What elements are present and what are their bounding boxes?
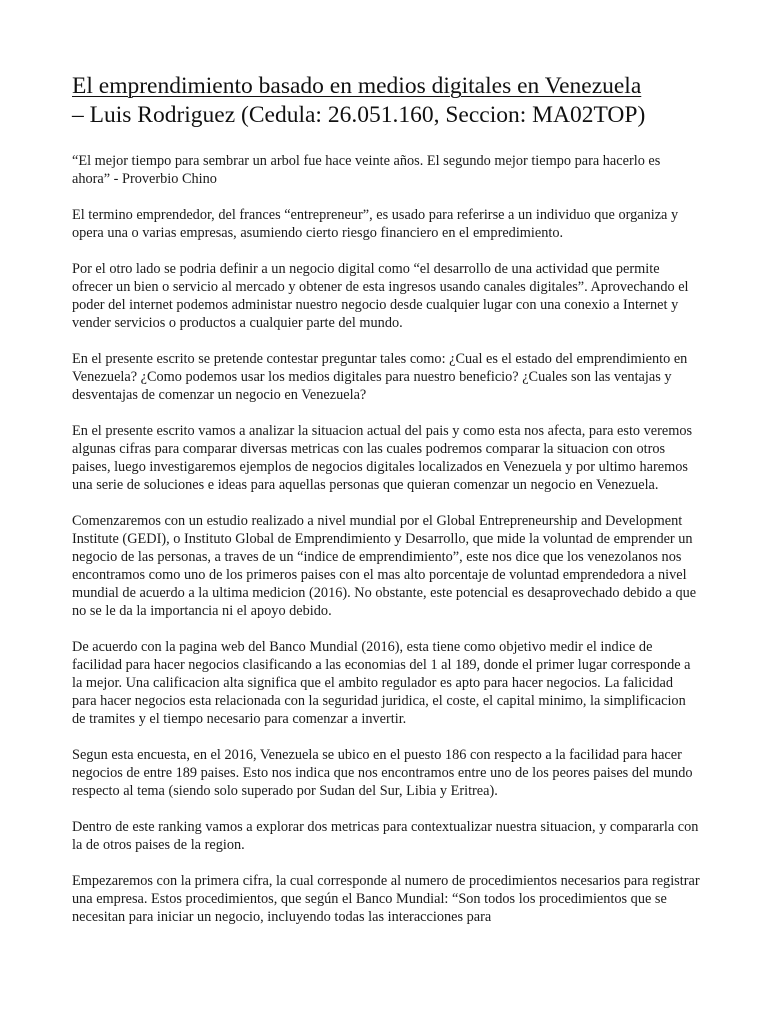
document-page xyxy=(72,72,700,944)
paragraph: Comenzaremos con un estudio realizado a nivel mundial por el Global Entrepreneurship and Development Institute (GEDI), o Instituto Global de Emprendimiento y Desarrollo, que mide la voluntad de emprender un negocio de las personas, a traves de un “indice de emprendimiento”, este nos dice que los venezolanos nos encontramos como uno de los primeros paises con el mas alto porcentaje de voluntad emprendedora a nivel mundial de acuerdo a la ultima medicion (2016). No obstante, este potencial es desaprovechado debido a que no se le da la importancia ni el apoyo debido. xyxy=(72,513,697,619)
paragraph: Por el otro lado se podria definir a un negocio digital como “el desarrollo de una actividad que permite ofrecer un bien o servicio al mercado y obtener de esta ingresos usando canales digitales”. Aprovechando el poder del internet podemos administar nuestro negocio desde cualquier lugar con una conexio a Internet y vender servicios o productos a cualquier parte del mundo. xyxy=(72,261,689,331)
document-title-author: – Luis Rodriguez (Cedula: 26.051.160, Seccion: MA02TOP) xyxy=(72,102,646,128)
document-title xyxy=(72,72,700,130)
paragraph: Segun esta encuesta, en el 2016, Venezuela se ubico en el puesto 186 con respecto a la facilidad para hacer negocios de entre 189 paises. Esto nos indica que nos encontramos entre uno de los peores paises del mundo respecto al tema (siendo solo superado por Sudan del Sur, Libia y Eritrea). xyxy=(72,747,693,799)
document-title-main: El emprendimiento basado en medios digitales en Venezuela xyxy=(72,73,642,99)
paragraph: Dentro de este ranking vamos a explorar dos metricas para contextualizar nuestra situacion, y compararla con la de otros paises de la region. xyxy=(72,819,699,853)
paragraph: El termino emprendedor, del frances “entrepreneur”, es usado para referirse a un individuo que organiza y opera una o varias empresas, asumiendo cierto riesgo financiero en el empredimiento. xyxy=(72,207,679,241)
epigraph-quote: “El mejor tiempo para sembrar un arbol fue hace veinte años. El segundo mejor tiempo para hacerlo es ahora” - Proverbio Chino xyxy=(72,153,661,187)
paragraph: Empezaremos con la primera cifra, la cual corresponde al numero de procedimientos necesarios para registrar una empresa. Estos procedimientos, que según el Banco Mundial: “Son todos los procedimientos que se necesitan para iniciar un negocio, incluyendo todas las interacciones para xyxy=(72,873,700,925)
paragraph: En el presente escrito vamos a analizar la situacion actual del pais y como esta nos afecta, para esto veremos algunas cifras para comparar diversas metricas con las cuales podremos comparar la situacion con otros paises, luego investigaremos ejemplos de negocios digitales localizados en Venezuela y por ultimo haremos una serie de soluciones e ideas para aquellas personas que quieran comenzar un negocio en Venezuela. xyxy=(72,423,693,493)
paragraph: En el presente escrito se pretende contestar preguntar tales como: ¿Cual es el estado del emprendimiento en Venezuela? ¿Como podemos usar los medios digitales para nuestro beneficio? ¿Cuales son las ventajas y desventajas de comenzar un negocio en Venezuela? xyxy=(72,351,688,403)
paragraph: De acuerdo con la pagina web del Banco Mundial (2016), esta tiene como objetivo medir el indice de facilidad para hacer negocios clasificando a las economias del 1 al 189, donde el primer lugar corresponde a la mejor. Una calificacion alta significa que el ambito regulador es apto para hacer negocios. La falicidad para hacer negocios esta relacionada con la seguridad juridica, el coste, el capital minimo, la simplificacion de tramites y el tiempo necesario para comenzar a invertir. xyxy=(72,639,691,727)
